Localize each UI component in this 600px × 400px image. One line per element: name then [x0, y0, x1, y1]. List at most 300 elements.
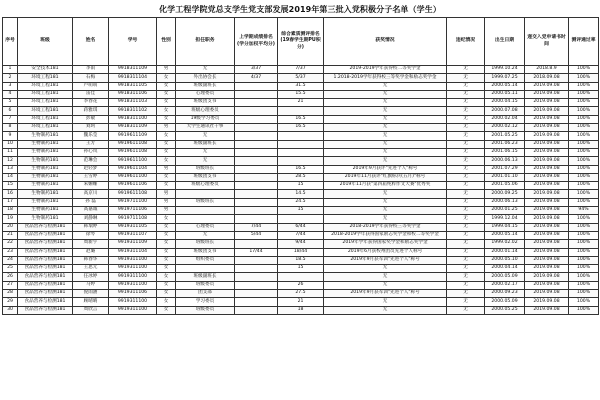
cell-class: 食品营养与检测181 [18, 240, 73, 248]
column-header-gender: 性别 [157, 18, 176, 66]
cell-gender: 女 [157, 74, 176, 82]
cell-application-date: 2019.09.08 [525, 223, 569, 231]
cell-awards: 无 [324, 157, 447, 165]
cell-application-date: 2019.09.08 [525, 148, 569, 156]
cell-name: 王芳 [73, 140, 109, 148]
cell-student-id: 9918311102 [109, 107, 157, 115]
cell-name: 马婷 [73, 281, 109, 289]
cell-pass-rate: 100% [569, 82, 599, 90]
column-header-awards: 获奖情况 [324, 18, 447, 66]
cell-application-date: 2018.09.08 [525, 74, 569, 82]
cell-pass-rate: 100% [569, 157, 599, 165]
activist-roster-table [2, 17, 599, 315]
cell-birth-date: 2000.09.25 [485, 190, 525, 198]
cell-birth-date: 2000.05.14 [485, 82, 525, 90]
cell-pass-rate: 100% [569, 290, 599, 298]
cell-student-id: 9919711106 [109, 207, 157, 215]
cell-position: 班级副班长 [176, 140, 235, 148]
cell-quality-rank: 18 [278, 306, 324, 314]
cell-grade-rank [235, 298, 278, 306]
cell-grade-rank [235, 256, 278, 264]
cell-quality-rank: 15 [278, 265, 324, 273]
cell-name: 彭敏 [73, 115, 109, 123]
cell-student-id: 9919311100 [109, 265, 157, 273]
cell-class: 食品营养与检测181 [18, 290, 73, 298]
cell-discipline: 无 [447, 223, 485, 231]
cell-discipline: 无 [447, 124, 485, 132]
cell-grade-rank: 4/37 [235, 74, 278, 82]
cell-class: 生物制药181 [18, 182, 73, 190]
cell-grade-rank [235, 107, 278, 115]
cell-birth-date: 2000.01.14 [485, 248, 525, 256]
cell-pass-rate: 100% [569, 182, 599, 190]
cell-index: 11 [3, 148, 18, 156]
cell-grade-rank: 17/44 [235, 248, 278, 256]
cell-discipline: 无 [447, 107, 485, 115]
cell-awards: 无 [324, 207, 447, 215]
cell-class: 环境工程181 [18, 124, 73, 132]
cell-quality-rank: 18.5 [278, 256, 324, 264]
cell-pass-rate: 94% [569, 207, 599, 215]
cell-gender: 女 [157, 248, 176, 256]
cell-name: 刘静琳 [73, 215, 109, 223]
cell-gender: 女 [157, 281, 176, 289]
cell-birth-date: 2000.05.09 [485, 273, 525, 281]
cell-class: 生物制药181 [18, 207, 73, 215]
cell-name: 石梅 [73, 74, 109, 82]
cell-gender: 男 [157, 198, 176, 206]
cell-name: 高京川 [73, 190, 109, 198]
cell-class: 生物制药181 [18, 190, 73, 198]
table-row [3, 240, 599, 248]
cell-birth-date: 1999.02.02 [485, 240, 525, 248]
cell-application-date: 2019.09.08 [525, 306, 569, 314]
cell-gender: 女 [157, 231, 176, 239]
cell-index: 5 [3, 99, 18, 107]
cell-awards: 无 [324, 298, 447, 306]
cell-index: 17 [3, 198, 18, 206]
cell-quality-rank [278, 215, 324, 223]
cell-birth-date: 2000.05.11 [485, 90, 525, 98]
cell-gender: 女 [157, 115, 176, 123]
cell-birth-date: 2001.07.29 [485, 165, 525, 173]
cell-quality-rank: 26 [278, 281, 324, 289]
cell-application-date: 2019.09.08 [525, 298, 569, 306]
cell-grade-rank [235, 190, 278, 198]
cell-class: 生物制药181 [18, 148, 73, 156]
cell-class: 环境工程181 [18, 115, 73, 123]
cell-index: 21 [3, 231, 18, 239]
cell-pass-rate: 100% [569, 165, 599, 173]
cell-discipline: 无 [447, 265, 485, 273]
cell-application-date: 2019.09.08 [525, 240, 569, 248]
cell-index: 2 [3, 74, 18, 82]
cell-position: 班级心理委员 [176, 182, 235, 190]
cell-awards: 2019年学年获得国家奖学金和励志奖学金 [324, 240, 447, 248]
cell-grade-rank [235, 140, 278, 148]
cell-discipline: 无 [447, 207, 485, 215]
cell-pass-rate: 100% [569, 248, 599, 256]
cell-discipline: 无 [447, 182, 485, 190]
cell-awards: 无 [324, 215, 447, 223]
cell-grade-rank [235, 115, 278, 123]
cell-student-id: 9919611108 [109, 190, 157, 198]
cell-quality-rank: 21 [278, 99, 324, 107]
cell-student-id: 9919611100 [109, 157, 157, 165]
cell-quality-rank [278, 148, 324, 156]
cell-class: 生物制药181 [18, 157, 73, 165]
cell-birth-date: 2001.05.25 [485, 132, 525, 140]
cell-position: 无 [176, 132, 235, 140]
cell-awards: 无 [324, 198, 447, 206]
column-header-application-date: 递交入党申请书时间 [525, 18, 569, 66]
cell-quality-rank: 21 [278, 298, 324, 306]
cell-index: 24 [3, 256, 18, 264]
cell-grade-rank [235, 165, 278, 173]
cell-name: 徐琴 [73, 231, 109, 239]
cell-pass-rate: 100% [569, 215, 599, 223]
cell-index: 16 [3, 190, 18, 198]
cell-discipline: 无 [447, 248, 485, 256]
cell-pass-rate: 100% [569, 256, 599, 264]
column-header-discipline: 违纪情况 [447, 18, 485, 66]
cell-name: 刘珂 [73, 124, 109, 132]
cell-discipline: 无 [447, 256, 485, 264]
cell-birth-date: 2001.05.06 [485, 182, 525, 190]
cell-position: 无 [176, 157, 235, 165]
cell-position: 班级团支书 [176, 248, 235, 256]
cell-grade-rank [235, 215, 278, 223]
cell-pass-rate: 100% [569, 298, 599, 306]
cell-index: 9 [3, 132, 18, 140]
cell-name: 李春花 [73, 99, 109, 107]
cell-student-id: 9918311100 [109, 115, 157, 123]
cell-pass-rate: 100% [569, 132, 599, 140]
cell-awards: 无 [324, 273, 447, 281]
cell-name: 顾晴晴 [73, 298, 109, 306]
cell-gender: 女 [157, 157, 176, 165]
cell-birth-date: 2000.05.14 [485, 231, 525, 239]
cell-quality-rank: 15.5 [278, 90, 324, 98]
table-row [3, 198, 599, 206]
cell-awards: 无 [324, 90, 447, 98]
cell-name: 王思元 [73, 265, 109, 273]
cell-student-id: 9919311109 [109, 240, 157, 248]
cell-position: 团支部 [176, 290, 235, 298]
cell-student-id: 9919311100 [109, 281, 157, 289]
cell-application-date: 2019.09.08 [525, 190, 569, 198]
cell-student-id: 9919611108 [109, 148, 157, 156]
cell-pass-rate: 100% [569, 66, 599, 74]
cell-student-id: 9919311100 [109, 273, 157, 281]
column-header-student-id: 学号 [109, 18, 157, 66]
cell-gender: 女 [157, 132, 176, 140]
cell-birth-date: 2000.05.09 [485, 298, 525, 306]
cell-index: 30 [3, 306, 18, 314]
cell-discipline: 无 [447, 273, 485, 281]
cell-discipline: 无 [447, 115, 485, 123]
cell-awards: 无 [324, 124, 447, 132]
cell-index: 1 [3, 66, 18, 74]
cell-index: 12 [3, 157, 18, 165]
cell-pass-rate: 100% [569, 148, 599, 156]
cell-index: 23 [3, 248, 18, 256]
cell-quality-rank [278, 157, 324, 165]
cell-student-id: 9918311105 [109, 82, 157, 90]
cell-position: 无 [176, 66, 235, 74]
cell-birth-date: 2000.09.23 [485, 290, 525, 298]
cell-quality-rank: 14.5 [278, 190, 324, 198]
cell-quality-rank: 15 [278, 182, 324, 190]
table-row [3, 182, 599, 190]
cell-grade-rank [235, 173, 278, 181]
cell-grade-rank [235, 207, 278, 215]
cell-name: 高嘉诚 [73, 207, 109, 215]
cell-quality-rank: 28.5 [278, 173, 324, 181]
cell-quality-rank: 7/37 [278, 66, 324, 74]
cell-student-id: 9919311105 [109, 223, 157, 231]
cell-quality-rank: 16.5 [278, 165, 324, 173]
cell-grade-rank [235, 273, 278, 281]
cell-name: 任冰婷 [73, 273, 109, 281]
cell-name: 孙 磊 [73, 198, 109, 206]
cell-awards: 无 [324, 99, 447, 107]
cell-pass-rate: 100% [569, 265, 599, 273]
cell-index: 13 [3, 165, 18, 173]
cell-gender: 女 [157, 182, 176, 190]
cell-quality-rank [278, 273, 324, 281]
cell-student-id: 9919611104 [109, 165, 157, 173]
column-header-grade-rank: 上学期成绩排名(学分加权平均分) [235, 18, 278, 66]
cell-awards: 无 [324, 281, 447, 289]
cell-application-date: 2019.09.08 [525, 173, 569, 181]
cell-application-date: 2019.09.08 [525, 182, 569, 190]
cell-discipline: 无 [447, 240, 485, 248]
cell-class: 环境工程181 [18, 90, 73, 98]
cell-index: 8 [3, 124, 18, 132]
cell-pass-rate: 100% [569, 140, 599, 148]
cell-awards: 无 [324, 115, 447, 123]
cell-index: 7 [3, 115, 18, 123]
cell-class: 食品营养与检测181 [18, 256, 73, 264]
table-row [3, 223, 599, 231]
cell-birth-date: 2000.06.13 [485, 198, 525, 206]
cell-birth-date: 1999.10.24 [485, 66, 525, 74]
cell-grade-rank [235, 290, 278, 298]
cell-application-date: 2019.09.08 [525, 82, 569, 90]
cell-student-id: 9919311107 [109, 231, 157, 239]
cell-name: 赵轻梦 [73, 165, 109, 173]
cell-student-id: 9918311109 [109, 66, 157, 74]
cell-index: 14 [3, 173, 18, 181]
cell-class: 生物制药181 [18, 165, 73, 173]
cell-awards: 2019-2019学年获得校二等奖学金 [324, 66, 447, 74]
cell-position: 19级学习委员 [176, 115, 235, 123]
cell-discipline: 无 [447, 99, 485, 107]
cell-quality-rank: 7/44 [278, 231, 324, 239]
cell-awards: 无 [324, 190, 447, 198]
cell-student-id: 9919711108 [109, 215, 157, 223]
cell-name: 倪雨涵 [73, 290, 109, 298]
cell-quality-rank [278, 140, 324, 148]
cell-awards: 无 [324, 140, 447, 148]
cell-name: 孙心岚 [73, 148, 109, 156]
cell-grade-rank [235, 124, 278, 132]
cell-gender: 女 [157, 273, 176, 281]
cell-class: 安全技术181 [18, 66, 73, 74]
cell-pass-rate: 100% [569, 240, 599, 248]
cell-index: 20 [3, 223, 18, 231]
cell-awards: 2018-2019学年获得校三等奖学金 [324, 223, 447, 231]
cell-pass-rate: 100% [569, 173, 599, 181]
cell-discipline: 无 [447, 281, 485, 289]
cell-position: 学习委员 [176, 298, 235, 306]
cell-application-date: 2019.09.08 [525, 265, 569, 273]
table-header-row [3, 18, 599, 66]
cell-grade-rank [235, 90, 278, 98]
cell-index: 4 [3, 90, 18, 98]
cell-index: 28 [3, 290, 18, 298]
cell-awards: 1.2018-2019学年获得校三等奖学金和励志奖学金 [324, 74, 447, 82]
cell-gender: 女 [157, 240, 176, 248]
cell-discipline: 无 [447, 157, 485, 165]
cell-application-date: 2019.09.08 [525, 90, 569, 98]
cell-class: 食品营养与检测181 [18, 248, 73, 256]
cell-quality-rank: 5/37 [278, 74, 324, 82]
cell-index: 29 [3, 298, 18, 306]
cell-grade-rank [235, 306, 278, 314]
cell-application-date: 2019.09.08 [525, 165, 569, 173]
cell-discipline: 无 [447, 198, 485, 206]
cell-quality-rank: 9/44 [278, 240, 324, 248]
cell-name: 韩春华 [73, 256, 109, 264]
cell-application-date: 2019.09.08 [525, 99, 569, 107]
cell-application-date: 2019.09.08 [525, 273, 569, 281]
cell-application-date: 2019.09.08 [525, 157, 569, 165]
cell-position: 班级班长 [176, 198, 235, 206]
cell-grade-rank: 7/44 [235, 223, 278, 231]
cell-name: 朱姗姗 [73, 182, 109, 190]
cell-grade-rank [235, 240, 278, 248]
column-header-name: 姓名 [73, 18, 109, 66]
cell-quality-rank: 27.5 [278, 290, 324, 298]
cell-birth-date: 2000.04.14 [485, 265, 525, 273]
cell-discipline: 无 [447, 74, 485, 82]
cell-position [176, 207, 235, 215]
cell-index: 27 [3, 281, 18, 289]
table-row [3, 82, 599, 90]
cell-quality-rank: 15 [278, 207, 324, 215]
cell-pass-rate: 100% [569, 273, 599, 281]
cell-discipline: 无 [447, 165, 485, 173]
table-row [3, 281, 599, 289]
cell-class: 生物制药181 [18, 140, 73, 148]
table-row [3, 190, 599, 198]
cell-gender: 女 [157, 290, 176, 298]
cell-student-id: 9918311109 [109, 124, 157, 132]
cell-awards: 2019年9月获军训"先进个人"称号 [324, 256, 447, 264]
column-header-quality-rank: 综合素质测评排名(19春学生期PU积分) [278, 18, 324, 66]
cell-birth-date: 2000.02.04 [485, 115, 525, 123]
cell-application-date: 2019.09.08 [525, 281, 569, 289]
cell-gender: 女 [157, 306, 176, 314]
cell-birth-date: 2001.01.10 [485, 173, 525, 181]
cell-name: 雷佳 [73, 90, 109, 98]
cell-position: 班级团支书 [176, 173, 235, 181]
cell-application-date: 2019.09.08 [525, 198, 569, 206]
column-header-class: 班级 [18, 18, 73, 66]
cell-birth-date: 2001.06.23 [485, 140, 525, 148]
cell-gender: 女 [157, 107, 176, 115]
cell-awards: 无 [324, 132, 447, 140]
cell-discipline: 无 [447, 148, 485, 156]
cell-grade-rank [235, 99, 278, 107]
cell-position: 班级班长 [176, 240, 235, 248]
column-header-position: 担任职务 [176, 18, 235, 66]
cell-position: 班级心理委员 [176, 107, 235, 115]
cell-class: 环境工程181 [18, 107, 73, 115]
cell-position: 心理委员 [176, 90, 235, 98]
cell-class: 食品营养与检测181 [18, 306, 73, 314]
cell-grade-rank [235, 82, 278, 90]
cell-position [176, 265, 235, 273]
cell-name: 蒋雅琪 [73, 107, 109, 115]
table-row [3, 66, 599, 74]
cell-gender: 女 [157, 99, 176, 107]
cell-index: 3 [3, 82, 18, 90]
cell-index: 10 [3, 140, 18, 148]
cell-discipline: 无 [447, 90, 485, 98]
cell-index: 6 [3, 107, 18, 115]
cell-quality-rank [278, 132, 324, 140]
cell-position: 班级委员 [176, 306, 235, 314]
cell-awards: 2019年11月获评"红旗标兵(五月)"称号 [324, 173, 447, 181]
cell-discipline: 无 [447, 215, 485, 223]
cell-gender: 男 [157, 66, 176, 74]
cell-class: 生物制药181 [18, 173, 73, 181]
cell-awards: 2019年9月获评"先进个人"称号 [324, 165, 447, 173]
cell-discipline: 无 [447, 82, 485, 90]
table-row [3, 256, 599, 264]
cell-gender: 女 [157, 90, 176, 98]
cell-discipline: 无 [447, 173, 485, 181]
cell-application-date: 2019.09.08 [525, 207, 569, 215]
cell-discipline: 无 [447, 190, 485, 198]
cell-pass-rate: 100% [569, 115, 599, 123]
cell-student-id: 9919611106 [109, 182, 157, 190]
cell-position [176, 215, 235, 223]
cell-student-id: 9918311104 [109, 74, 157, 82]
cell-name: 周新宇 [73, 240, 109, 248]
cell-awards: 无 [324, 306, 447, 314]
cell-grade-rank [235, 182, 278, 190]
cell-quality-rank: 24.5 [278, 198, 324, 206]
cell-awards: 无 [324, 107, 447, 115]
cell-index: 19 [3, 215, 18, 223]
cell-quality-rank: 6/44 [278, 223, 324, 231]
table-row [3, 107, 599, 115]
cell-name: 卢萌萌 [73, 82, 109, 90]
cell-pass-rate: 100% [569, 281, 599, 289]
table-row [3, 173, 599, 181]
cell-quality-rank: 16.5 [278, 115, 324, 123]
cell-pass-rate: 100% [569, 99, 599, 107]
cell-gender: 女 [157, 265, 176, 273]
cell-class: 环境工程181 [18, 74, 73, 82]
cell-birth-date: 2000.02.17 [485, 281, 525, 289]
cell-name: 周欣言 [73, 306, 109, 314]
cell-grade-rank: 3/37 [235, 66, 278, 74]
